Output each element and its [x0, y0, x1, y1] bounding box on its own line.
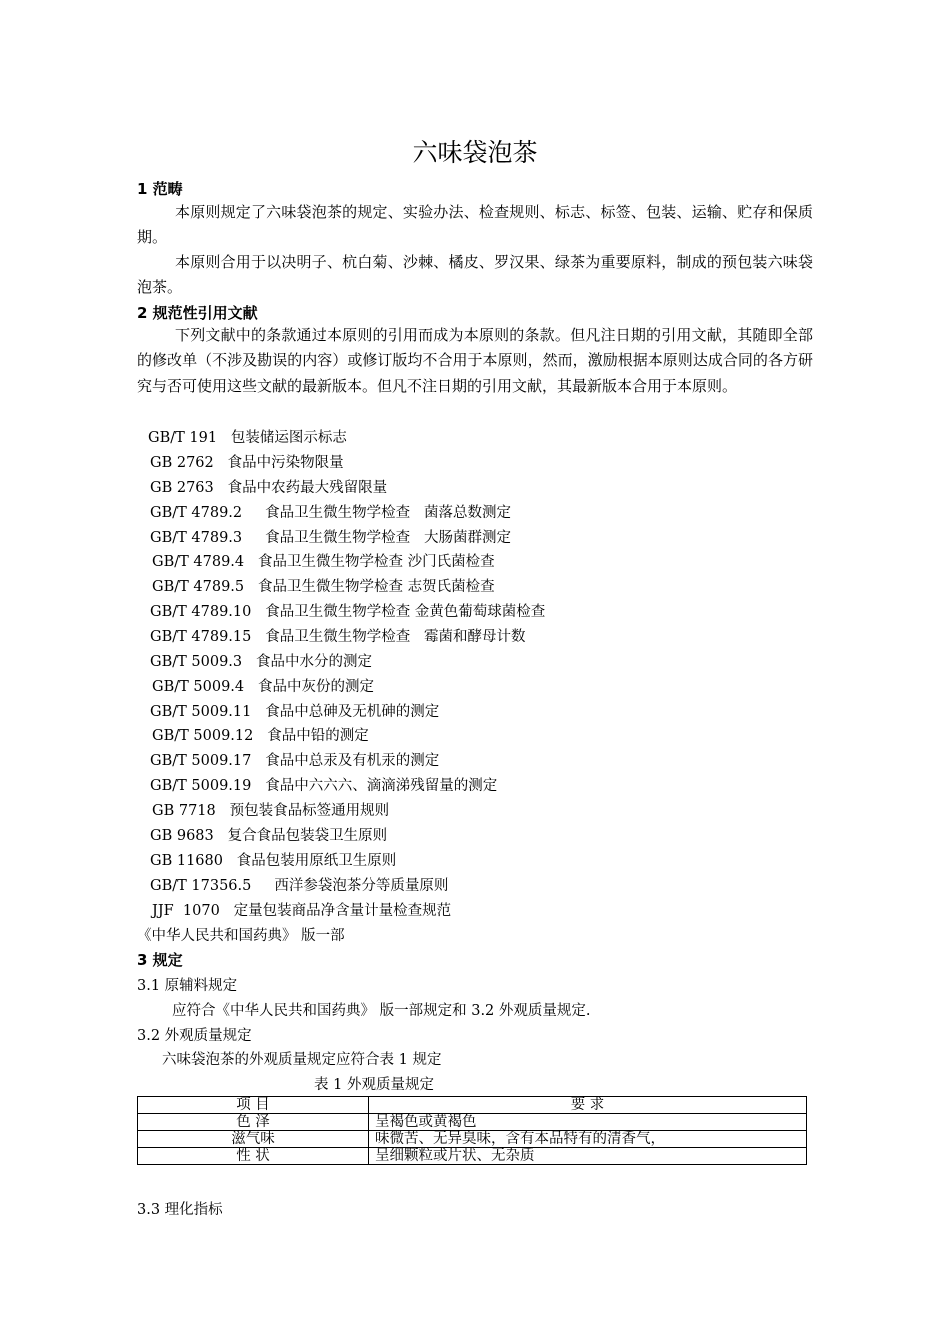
- reference-item: GB 9683 复合食品包装袋卫生原则: [150, 828, 388, 844]
- reference-item: GB/T 5009.11 食品中总砷及无机砷的测定: [150, 704, 440, 720]
- subsection-3-1-title: 3.1 原辅料规定: [137, 978, 238, 994]
- reference-item: GB/T 4789.10 食品卫生微生物学检查 金黄色葡萄球菌检查: [150, 604, 546, 620]
- section-1-paragraph-1: 本原则规定了六味袋泡茶的规定、实验办法、检查规则、标志、标签、包装、运输、贮存和保质期。: [137, 203, 813, 247]
- reference-item: GB/T 5009.3 食品中水分的测定: [150, 654, 372, 670]
- subsection-3-1-text: 应符合《中华人民共和国药典》 版一部规定和 3.2 外观质量规定.: [172, 1003, 591, 1019]
- reference-item: GB/T 5009.19 食品中六六六、滴滴涕残留量的测定: [150, 778, 498, 794]
- reference-item: GB 11680 食品包装用原纸卫生原则: [150, 853, 397, 869]
- reference-item: GB/T 4789.2 食品卫生微生物学检查 菌落总数测定: [150, 505, 512, 521]
- table-cell: 呈褐色或黄褐色: [369, 1114, 807, 1131]
- reference-item: GB/T 191 包装储运图示标志: [148, 430, 347, 446]
- table-header-row: [138, 1097, 807, 1114]
- section-1-heading: 1 范畴: [137, 180, 183, 198]
- reference-item: GB/T 4789.3 食品卫生微生物学检查 大肠菌群测定: [150, 530, 512, 546]
- reference-item: GB 2762 食品中污染物限量: [150, 455, 344, 471]
- reference-item: GB/T 5009.4 食品中灰份的测定: [152, 679, 374, 695]
- section-1-paragraph-2: 本原则合用于以决明子、杭白菊、沙棘、橘皮、罗汉果、绿茶为重要原料，制成的预包装六味袋泡茶。: [137, 253, 813, 297]
- table-cell: 呈细颗粒或片状、无杂质: [369, 1148, 807, 1165]
- table-caption: 表 1 外观质量规定: [314, 1077, 434, 1093]
- section-2-paragraph: 下列文献中的条款通过本原则的引用而成为本原则的条款。但凡注日期的引用文献，其随即全部的修改单（不涉及勘误的内容）或修订版均不合用于本原则，然而，激励根据本原则达成合同的各方研究与否可使用这些文献的最新版本。但凡不注日期的引用文献，其最新版本合用于本原则。: [137, 326, 813, 395]
- subsection-3-2-text: 六味袋泡茶的外观质量规定应符合表 1 规定: [162, 1052, 442, 1068]
- section-2-heading: 2 规范性引用文献: [137, 304, 258, 322]
- reference-item: GB/T 5009.12 食品中铅的测定: [152, 728, 369, 744]
- table-header-cell: 项 目: [138, 1097, 369, 1114]
- table-cell: 滋气味: [138, 1131, 369, 1148]
- document-title: 六味袋泡茶: [412, 138, 538, 167]
- reference-item: GB/T 4789.4 食品卫生微生物学检查 沙门氏菌检查: [152, 554, 495, 570]
- table-row: [138, 1114, 807, 1131]
- reference-item: GB/T 4789.15 食品卫生微生物学检查 霉菌和酵母计数: [150, 629, 526, 645]
- subsection-3-2-title: 3.2 外观质量规定: [137, 1028, 252, 1044]
- table-cell: 色 泽: [138, 1114, 369, 1131]
- reference-item: GB/T 17356.5 西洋参袋泡茶分等质量原则: [150, 878, 449, 894]
- table-cell: 味微苦、无异臭味，含有本品特有的清香气，: [369, 1131, 807, 1148]
- reference-item: GB/T 4789.5 食品卫生微生物学检查 志贺氏菌检查: [152, 579, 495, 595]
- section-3-heading: 3 规定: [137, 951, 183, 969]
- table-cell: 性 状: [138, 1148, 369, 1165]
- reference-item: GB 7718 预包装食品标签通用规则: [152, 803, 390, 819]
- table-header-cell: 要 求: [369, 1097, 807, 1114]
- reference-item-pharmacopoeia: 《中华人民共和国药典》 版一部: [137, 928, 345, 944]
- table-row: [138, 1131, 807, 1148]
- appearance-quality-table: [137, 1096, 807, 1165]
- reference-item: GB 2763 食品中农药最大残留限量: [150, 480, 388, 496]
- table-row: [138, 1148, 807, 1165]
- reference-item: JJF 1070 定量包装商品净含量计量检查规范: [152, 903, 452, 919]
- subsection-3-3-title: 3.3 理化指标: [137, 1202, 223, 1218]
- reference-item: GB/T 5009.17 食品中总汞及有机汞的测定: [150, 753, 440, 769]
